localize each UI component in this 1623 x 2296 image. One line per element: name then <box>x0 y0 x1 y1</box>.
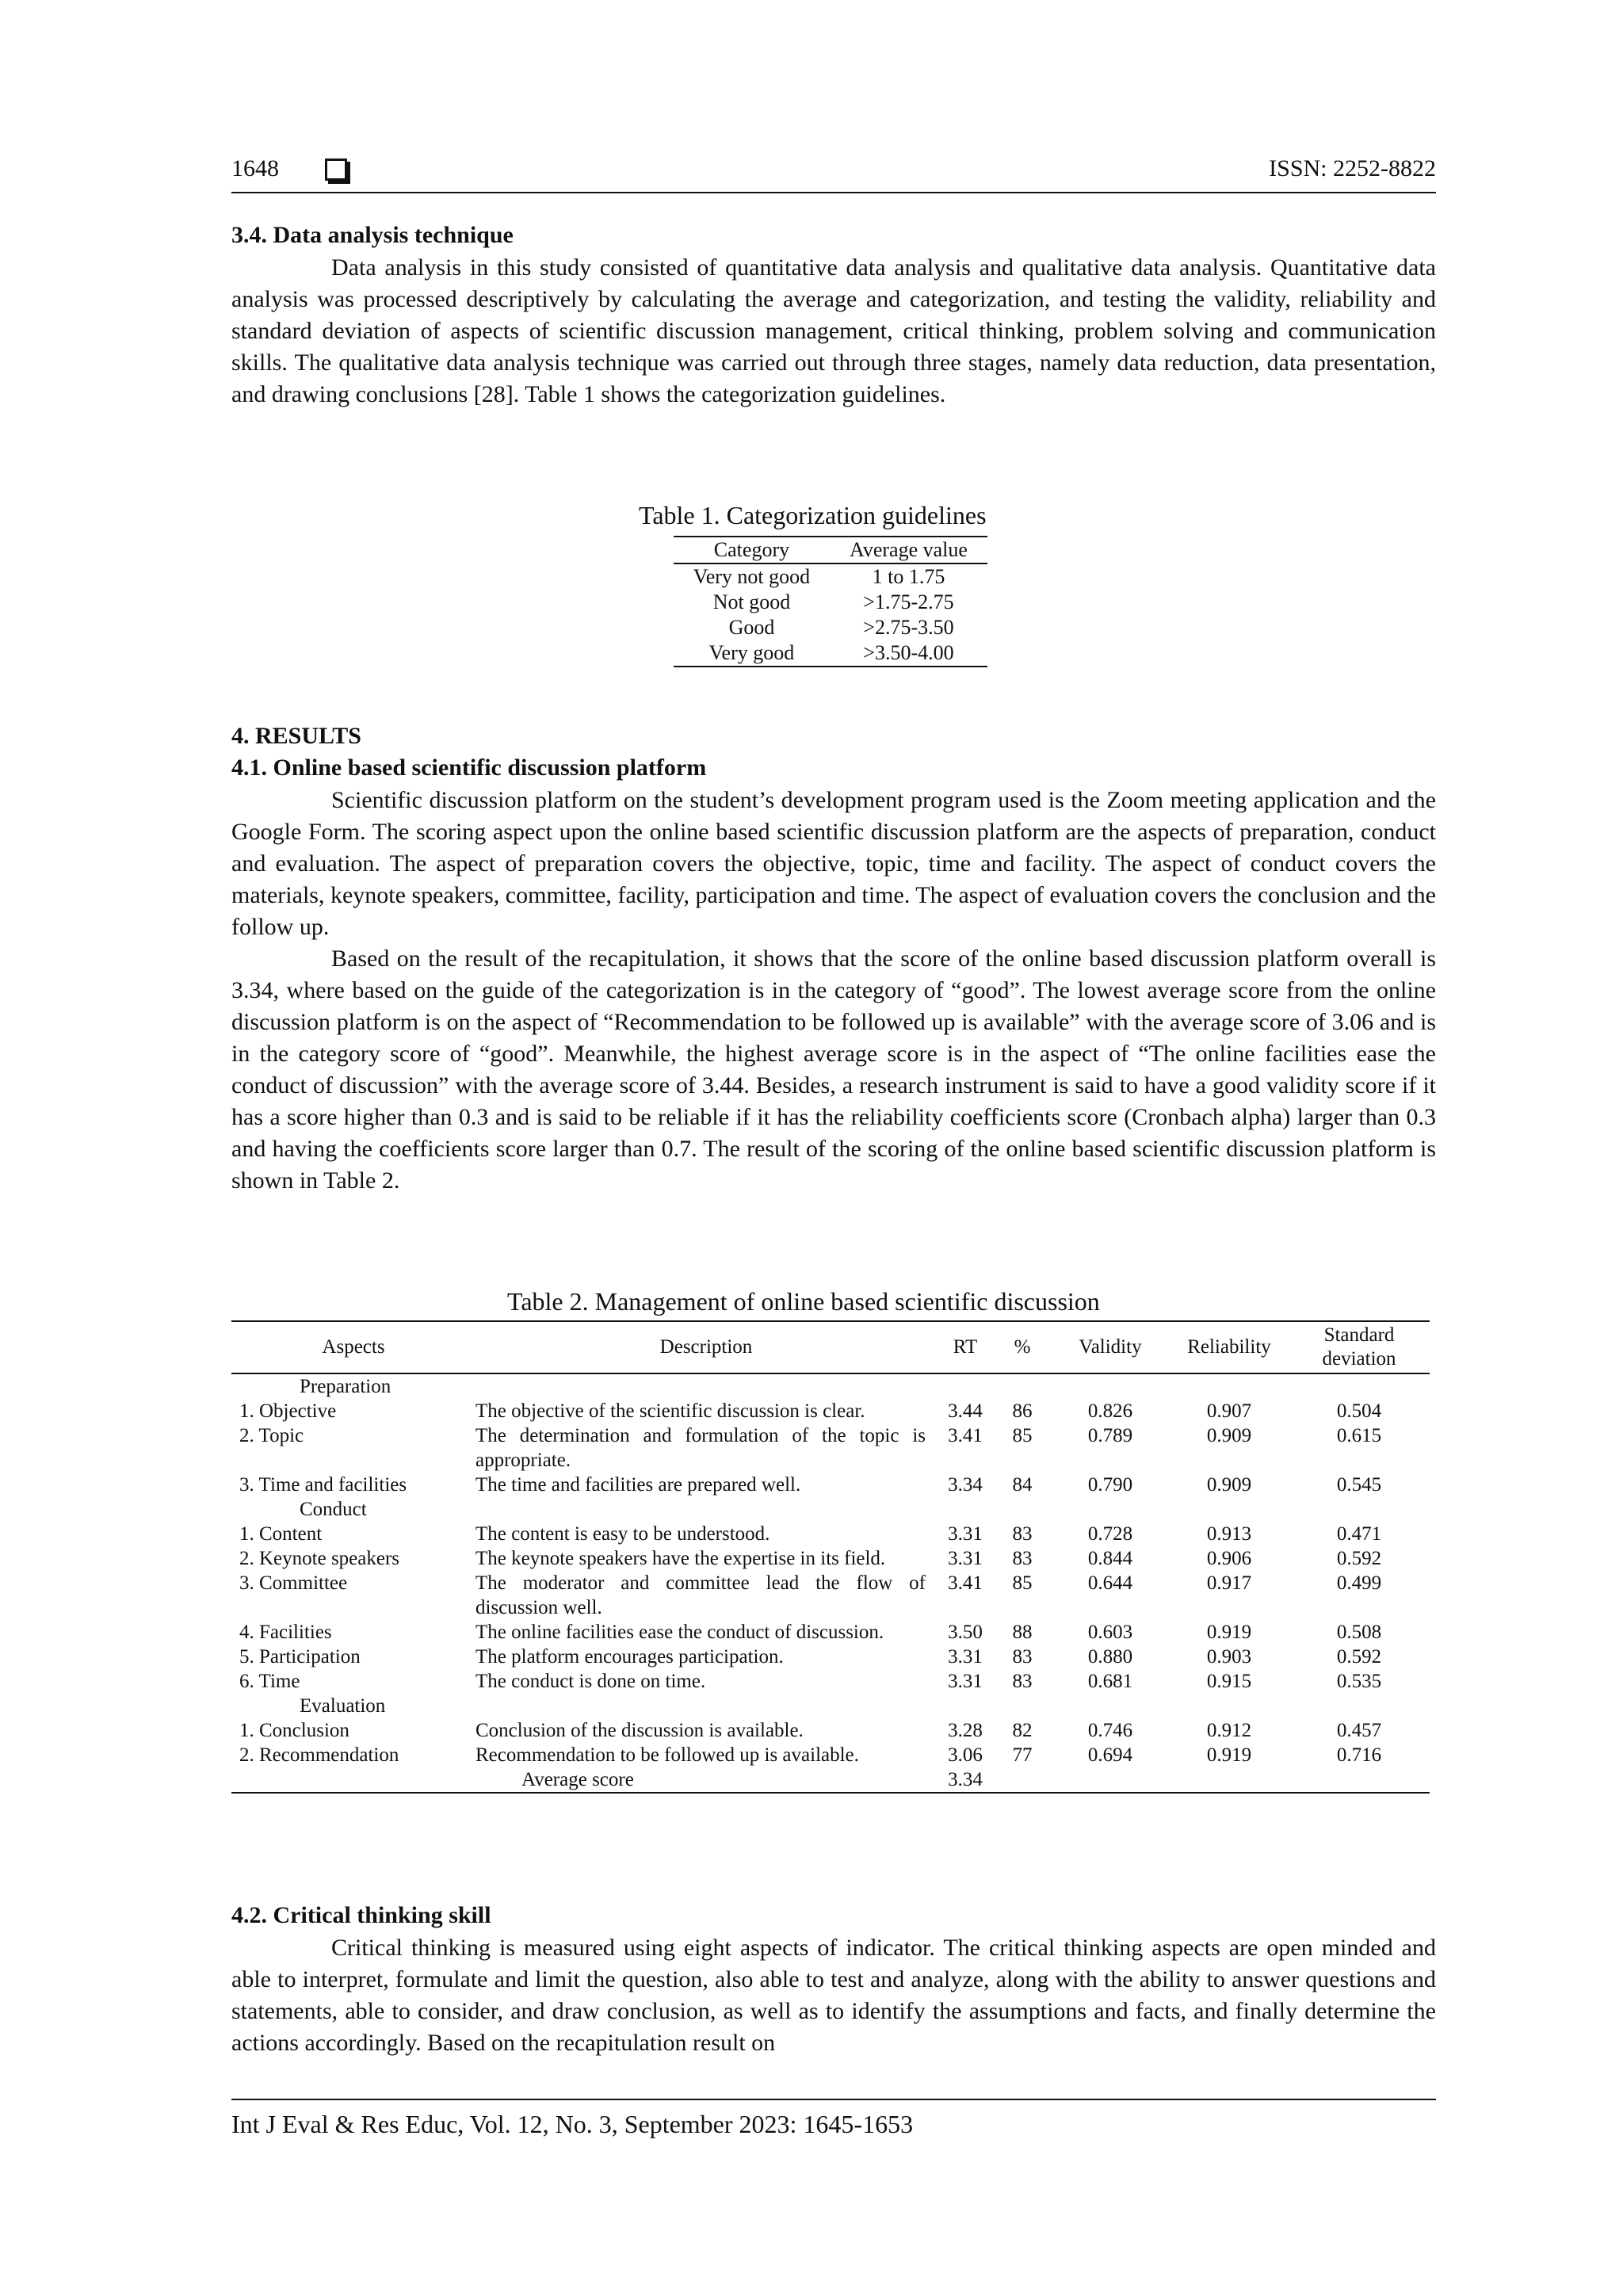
category-cell: Good <box>728 616 775 639</box>
category-cell: Very not good <box>693 565 811 588</box>
table-row <box>231 1645 1430 1669</box>
table-1-caption: Table 1. Categorization guidelines <box>639 501 987 529</box>
aspect-cell: 2. Topic <box>239 1425 304 1446</box>
column-header-description: Description <box>475 1321 937 1373</box>
standard-deviation-cell: 0.592 <box>1336 1646 1382 1668</box>
group-row <box>231 1497 1430 1522</box>
table-row <box>231 1473 1430 1497</box>
table-1-categorization <box>674 536 987 667</box>
column-header-aspects: Aspects <box>231 1321 475 1373</box>
aspect-cell: 1. Objective <box>239 1400 337 1422</box>
percent-cell: 82 <box>1012 1720 1033 1741</box>
percent-cell: 77 <box>1012 1744 1033 1766</box>
table-row <box>231 1546 1430 1571</box>
description-cell: The online facilities ease the conduct of discussion. <box>475 1622 884 1643</box>
standard-deviation-cell: 0.471 <box>1336 1523 1382 1545</box>
group-label: Evaluation <box>300 1695 386 1717</box>
reliability-cell: 0.917 <box>1206 1572 1252 1594</box>
rt-cell: 3.31 <box>948 1523 983 1545</box>
reliability-cell: 0.906 <box>1206 1548 1252 1569</box>
aspect-cell: 1. Conclusion <box>239 1720 349 1741</box>
aspect-cell: 2. Recommendation <box>239 1744 399 1766</box>
table-row <box>674 590 987 615</box>
reliability-cell: 0.913 <box>1206 1523 1252 1545</box>
percent-cell: 85 <box>1012 1425 1033 1446</box>
page-footer: Int J Eval & Res Educ, Vol. 12, No. 3, September 2023: 1645-1653 <box>231 2110 914 2138</box>
table-row <box>231 1423 1430 1473</box>
aspect-cell: 6. Time <box>239 1671 300 1692</box>
standard-deviation-cell: 0.504 <box>1336 1400 1382 1422</box>
page-number: 1648 <box>231 155 279 181</box>
rt-cell: 3.31 <box>948 1646 983 1668</box>
standard-deviation-cell: 0.545 <box>1336 1474 1382 1496</box>
empty-cell <box>1051 1767 1170 1793</box>
validity-cell: 0.603 <box>1087 1622 1133 1643</box>
rt-cell: 3.34 <box>948 1474 983 1496</box>
column-header-reliability: Reliability <box>1170 1321 1289 1373</box>
issn-label: ISSN: 2252-8822 <box>1269 155 1436 181</box>
description-cell: The platform encourages participation. <box>475 1646 784 1668</box>
table-row <box>231 1522 1430 1546</box>
average-row <box>231 1767 1430 1793</box>
section-heading-3-4: 3.4. Data analysis technique <box>231 222 514 248</box>
description-cell: Recommendation to be followed up is available. <box>475 1744 859 1766</box>
rt-cell: 3.06 <box>948 1744 983 1766</box>
table-row <box>674 563 987 590</box>
validity-cell: 0.644 <box>1087 1572 1133 1594</box>
rt-cell: 3.31 <box>948 1671 983 1692</box>
table-row <box>674 640 987 667</box>
standard-deviation-cell: 0.535 <box>1336 1671 1382 1692</box>
standard-deviation-cell: 0.508 <box>1336 1622 1382 1643</box>
average-value-cell: >3.50-4.00 <box>830 640 987 667</box>
validity-cell: 0.728 <box>1087 1523 1133 1545</box>
section-heading-4-2: 4.2. Critical thinking skill <box>231 1902 491 1928</box>
rt-cell: 3.31 <box>948 1548 983 1569</box>
standard-deviation-cell: 0.592 <box>1336 1548 1382 1569</box>
group-row <box>231 1373 1430 1399</box>
column-header-category: Category <box>674 537 830 563</box>
validity-cell: 0.681 <box>1087 1671 1133 1692</box>
table-row <box>231 1718 1430 1743</box>
description-cell: The time and facilities are prepared well. <box>475 1474 801 1496</box>
standard-deviation-cell: 0.457 <box>1336 1720 1382 1741</box>
validity-cell: 0.790 <box>1087 1474 1133 1496</box>
aspect-cell: 2. Keynote speakers <box>239 1548 400 1569</box>
validity-cell: 0.789 <box>1087 1425 1133 1446</box>
section-4-1-paragraph-2: Based on the result of the recapitulation, it shows that the score of the online based discussion platform overall is 3.34, where based on the guide of the categorization is in the category of “good”. The lowest average score from the online discussion platform is on the aspect of “Recommendation to be followed up is available” with the average score of 3.06 and is in the category score of “good”. Meanwhile, the highest average score is in the aspect of “The online facilities ease the conduct of discussion” with the average score of 3.44. Besides, a research instrument is said to have a good validity score if it has a score higher than 0.3 and is said to be reliable if it has the reliability coefficients score (Cronbach alpha) larger than 0.3 and having the coefficients score larger than 0.7. The result of the scoring of the online based scientific discussion platform is shown in Table 2. <box>231 946 1436 1194</box>
average-value-cell: >2.75-3.50 <box>863 616 954 639</box>
table-2-management <box>231 1320 1430 1794</box>
description-cell: The moderator and committee lead the flow of discussion well. <box>475 1572 926 1618</box>
aspect-cell: 5. Participation <box>239 1646 361 1668</box>
table-header-row <box>674 537 987 563</box>
table-row <box>231 1399 1430 1423</box>
table-row <box>674 615 987 640</box>
reliability-cell: 0.909 <box>1206 1425 1252 1446</box>
table-row <box>231 1669 1430 1694</box>
average-value-cell: >1.75-2.75 <box>863 590 954 613</box>
header-rule <box>231 192 1436 193</box>
category-cell: Very good <box>674 640 830 667</box>
percent-cell: 83 <box>1012 1548 1033 1569</box>
aspect-cell: 3. Committee <box>239 1572 348 1594</box>
validity-cell: 0.880 <box>1087 1646 1133 1668</box>
section-heading-4-1: 4.1. Online based scientific discussion platform <box>231 755 707 781</box>
table-row <box>231 1743 1430 1767</box>
percent-cell: 85 <box>1012 1572 1033 1594</box>
average-score-label: Average score <box>231 1767 937 1793</box>
empty-cell <box>1170 1767 1289 1793</box>
column-header-standard-deviation: Standard deviation <box>1289 1321 1430 1373</box>
section-heading-4: 4. RESULTS <box>231 723 361 749</box>
reliability-cell: 0.907 <box>1206 1400 1252 1422</box>
standard-deviation-cell: 0.499 <box>1336 1572 1382 1594</box>
percent-cell: 83 <box>1012 1646 1033 1668</box>
reliability-cell: 0.903 <box>1206 1646 1252 1668</box>
table-2-caption: Table 2. Management of online based scientific discussion <box>507 1287 1100 1316</box>
footer-rule <box>231 2099 1436 2100</box>
aspect-cell: 4. Facilities <box>239 1622 332 1643</box>
validity-cell: 0.694 <box>1087 1744 1133 1766</box>
rt-cell: 3.41 <box>948 1572 983 1594</box>
reliability-cell: 0.912 <box>1206 1720 1252 1741</box>
rt-cell: 3.44 <box>948 1400 983 1422</box>
description-cell: The determination and formulation of the topic is appropriate. <box>475 1425 926 1471</box>
validity-cell: 0.746 <box>1087 1720 1133 1741</box>
aspect-cell: 1. Content <box>239 1523 323 1545</box>
section-4-1-paragraph-1: Scientific discussion platform on the student’s development program used is the Zoom meeting application and the Google Form. The scoring aspect upon the online based scientific discussion platform are the aspects of preparation, conduct and evaluation. The aspect of preparation covers the objective, topic, time and facility. The aspect of conduct covers the materials, keynote speakers, committee, facility, participation and time. The aspect of evaluation covers the conclusion and the follow up. <box>231 787 1436 940</box>
description-cell: The keynote speakers have the expertise in its field. <box>475 1548 886 1569</box>
reliability-cell: 0.919 <box>1206 1622 1252 1643</box>
section-4-2-paragraph: Critical thinking is measured using eight aspects of indicator. The critical thinking aspects are open minded and able to interpret, formulate and limit the question, also able to test and analyze, along with the ability to answer questions and statements, able to consider, and draw conclusion, as well as to identify the assumptions and facts, and finally determine the actions accordingly. Based on the recapitulation result on <box>231 1935 1436 2056</box>
table-header-row <box>231 1321 1430 1373</box>
description-cell: The conduct is done on time. <box>475 1671 706 1692</box>
description-cell: The content is easy to be understood. <box>475 1523 770 1545</box>
category-cell: Not good <box>712 590 791 613</box>
page-header <box>231 151 1436 190</box>
rt-cell: 3.41 <box>948 1425 983 1446</box>
description-cell: Conclusion of the discussion is available. <box>475 1720 804 1741</box>
standard-deviation-cell: 0.615 <box>1336 1425 1382 1446</box>
standard-deviation-cell: 0.716 <box>1336 1744 1382 1766</box>
group-label: Preparation <box>300 1376 391 1397</box>
column-header-rt: RT <box>937 1321 994 1373</box>
validity-cell: 0.844 <box>1087 1548 1133 1569</box>
empty-cell <box>994 1767 1051 1793</box>
percent-cell: 84 <box>1012 1474 1033 1496</box>
reliability-cell: 0.909 <box>1206 1474 1252 1496</box>
square-bullet-icon <box>325 159 347 181</box>
column-header-percent: % <box>994 1321 1051 1373</box>
empty-cell <box>1289 1767 1430 1793</box>
percent-cell: 83 <box>1012 1671 1033 1692</box>
reliability-cell: 0.915 <box>1206 1671 1252 1692</box>
aspect-cell: 3. Time and facilities <box>239 1474 407 1496</box>
table-row <box>231 1571 1430 1620</box>
reliability-cell: 0.919 <box>1206 1744 1252 1766</box>
rt-cell: 3.50 <box>948 1622 983 1643</box>
table-row <box>231 1620 1430 1645</box>
section-3-4-paragraph: Data analysis in this study consisted of quantitative data analysis and qualitative data analysis. Quantitative data analysis was processed descriptively by calculating the average and categorization, and testing the validity, reliability and standard deviation of aspects of scientific discussion management, critical thinking, problem solving and communication skills. The qualitative data analysis technique was carried out through three stages, namely data reduction, data presentation, and drawing conclusions [28]. Table 1 shows the categorization guidelines. <box>231 254 1436 407</box>
column-header-validity: Validity <box>1051 1321 1170 1373</box>
percent-cell: 88 <box>1012 1622 1033 1643</box>
average-score-value: 3.34 <box>937 1767 994 1793</box>
group-row <box>231 1694 1430 1718</box>
percent-cell: 86 <box>1012 1400 1033 1422</box>
group-label: Conduct <box>300 1499 367 1520</box>
column-header-average-value: Average value <box>830 537 987 563</box>
average-value-cell: 1 to 1.75 <box>872 565 945 588</box>
percent-cell: 83 <box>1012 1523 1033 1545</box>
rt-cell: 3.28 <box>948 1720 983 1741</box>
validity-cell: 0.826 <box>1087 1400 1133 1422</box>
description-cell: The objective of the scientific discussion is clear. <box>475 1400 865 1422</box>
